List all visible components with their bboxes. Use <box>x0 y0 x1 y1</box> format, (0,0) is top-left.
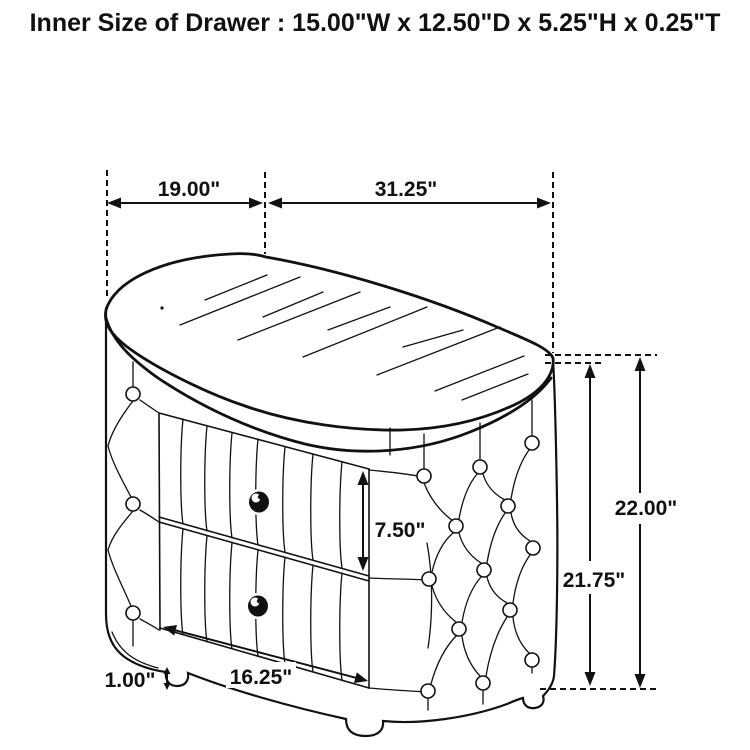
tuft-button-icon <box>421 684 435 698</box>
dim-top-right-label: 31.25" <box>374 178 438 201</box>
arrowhead-down-icon <box>358 557 369 571</box>
arrowhead-down-icon <box>635 674 646 688</box>
dimension-heights <box>540 355 677 689</box>
tuft-button-icon <box>473 460 487 474</box>
tuft-button-icon <box>525 436 539 450</box>
glass-top-thickness-edge <box>106 318 551 451</box>
tuft-button-icon <box>525 653 539 667</box>
arrowhead-up-icon <box>164 667 171 674</box>
arrowhead-up-icon <box>358 471 369 485</box>
tuft-button-icon <box>422 572 436 586</box>
arrowhead-left-icon <box>107 198 121 209</box>
arrowhead-up-icon <box>635 357 646 371</box>
tuft-button-icon <box>526 541 540 555</box>
tuft-button-icon <box>126 606 140 620</box>
arrowhead-down-icon <box>585 672 596 686</box>
arrowhead-right-icon <box>354 672 368 683</box>
dim-top-left-label: 19.00" <box>157 178 221 201</box>
tuft-button-icon <box>476 676 490 690</box>
tuft-button-icon <box>126 497 140 511</box>
drawer-top-edge <box>159 413 369 469</box>
tuft-button-icon <box>501 499 515 513</box>
dimension-drawer <box>163 471 429 689</box>
glass-reflection-lines <box>160 275 528 400</box>
tufting-left-side <box>108 362 159 646</box>
tufting-right-side <box>369 400 540 710</box>
tuft-button-icon <box>126 387 140 401</box>
dim-drawer-height-label: 7.50" <box>374 519 426 542</box>
page-title: Inner Size of Drawer : 15.00"W x 12.50"D x 5.25"H x 0.25"T <box>29 9 721 37</box>
glass-top-outline <box>105 254 553 430</box>
arrowhead-right-icon <box>537 198 551 209</box>
dim-foot-height-label: 1.00" <box>104 669 156 692</box>
dim-drawer-width-label: 16.25" <box>229 666 293 689</box>
drawer-divider-lower <box>159 522 369 581</box>
drawer-knob <box>245 593 271 619</box>
glass-speck <box>160 306 163 309</box>
drawer-divider-upper <box>159 517 369 576</box>
arrowhead-down-icon <box>164 683 171 690</box>
tuft-button-icon <box>449 519 463 533</box>
tuft-button-icon <box>417 469 431 483</box>
drawers <box>159 413 369 688</box>
arrowhead-left-icon <box>268 198 282 209</box>
dim-overall-height-label: 22.00" <box>614 497 678 520</box>
tuft-button-icon <box>452 622 466 636</box>
arrowhead-left-icon <box>163 625 177 636</box>
glass-top <box>105 254 553 452</box>
tuft-button-icon <box>503 603 517 617</box>
arrowhead-right-icon <box>249 198 263 209</box>
arrowhead-up-icon <box>585 364 596 378</box>
tuft-button-icon <box>477 563 491 577</box>
drawer-knob <box>246 489 272 515</box>
dim-body-height-label: 21.75" <box>562 569 626 592</box>
